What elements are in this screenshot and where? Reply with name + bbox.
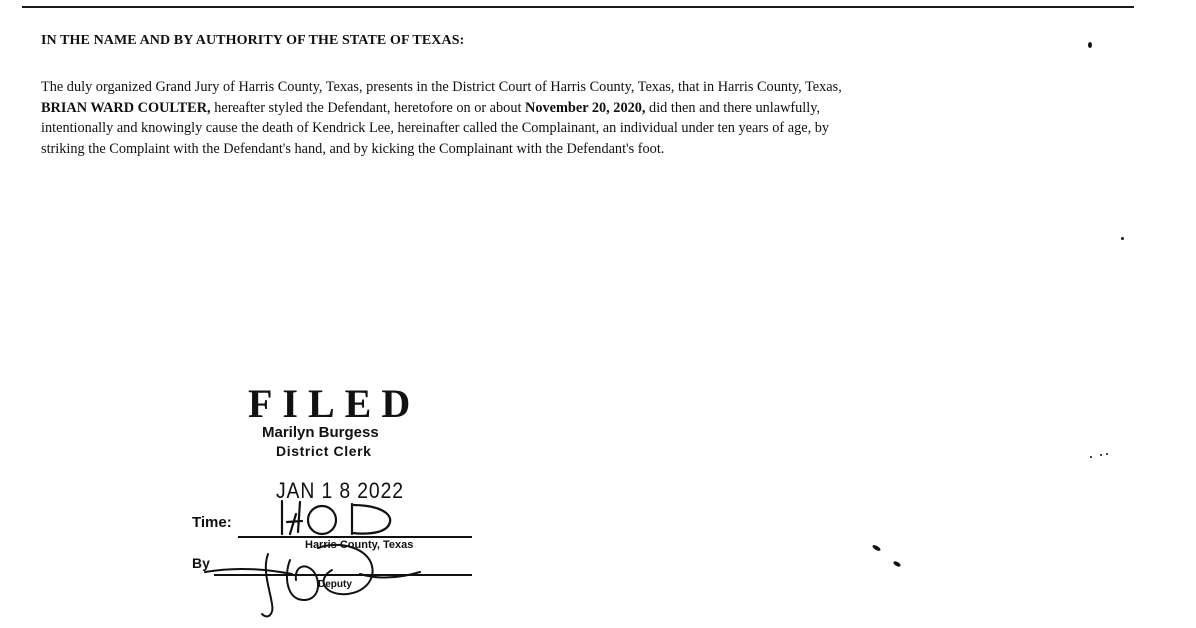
scan-speck — [1088, 42, 1092, 48]
stamp-county: Harris County, Texas — [305, 539, 414, 551]
paragraph-line-2 — [41, 98, 1141, 119]
handwritten-time — [282, 501, 390, 534]
scan-speck — [1100, 454, 1102, 456]
stamp-by-line — [214, 574, 472, 576]
paragraph-line-3: intentionally and knowingly cause the death of Kendrick Lee, hereinafter called the Complainant, an individual under ten years of age, by — [41, 120, 830, 136]
paragraph-line-1: The duly organized Grand Jury of Harris County, Texas, presents in the District Court of Harris County, Texas, that in Harris County, Texas, — [41, 79, 842, 95]
scan-speck — [1090, 456, 1092, 458]
paragraph-line-4: striking the Complaint with the Defendant's hand, and by kicking the Complainant with the Defendant's foot. — [41, 140, 665, 157]
scan-speck — [893, 560, 902, 567]
stamp-time-line — [238, 536, 472, 538]
document-heading: IN THE NAME AND BY AUTHORITY OF THE STATE OF TEXAS: — [41, 33, 465, 48]
scan-speck — [1121, 237, 1124, 240]
stamp-deputy-label: Deputy — [318, 579, 352, 590]
stamp-clerk-office: District Clerk — [276, 443, 372, 459]
stamp-filed-date: JAN 1 8 2022 — [276, 478, 404, 503]
scan-speck — [872, 544, 882, 552]
offense-date: November 20, 2020, — [525, 99, 646, 116]
paragraph-line-2-end: did then and there unlawfully, — [645, 99, 821, 116]
paragraph-line-2-middle: hereafter styled the Defendant, heretofore on or about — [210, 99, 526, 116]
stamp-time-label: Time: — [192, 514, 232, 531]
scan-speck — [1106, 453, 1108, 455]
top-border-rule — [22, 6, 1134, 8]
defendant-name: BRIAN WARD COULTER, — [41, 99, 211, 116]
stamp-by-label: By — [192, 555, 210, 571]
indictment-paragraph — [41, 77, 1141, 159]
stamp-filed-title: FILED — [248, 381, 421, 426]
stamp-clerk-name: Marilyn Burgess — [262, 424, 379, 441]
signature — [205, 545, 420, 616]
